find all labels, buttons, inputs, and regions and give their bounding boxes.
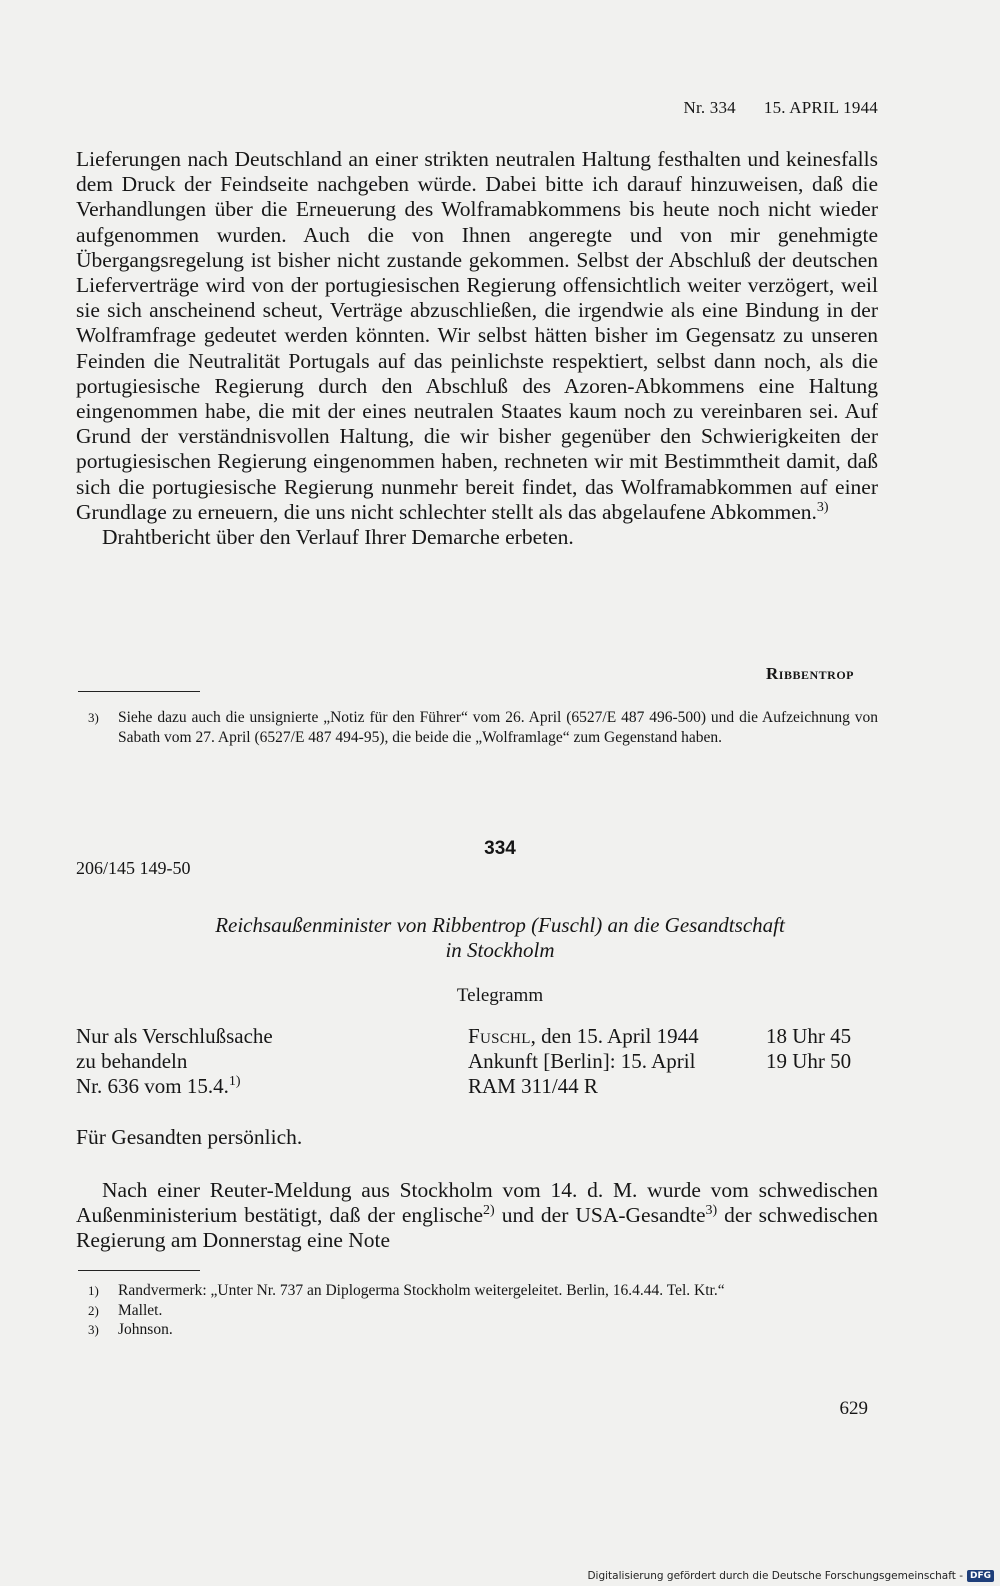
document-heading [90,913,910,963]
telegram-number: Nr. 636 vom 15.4. [76,1074,229,1098]
address-line: Für Gesandten persönlich. [76,1125,303,1149]
footnotes-previous [88,708,878,747]
previous-document-text [76,147,878,550]
footnote-mark: 3) [88,1322,99,1337]
footnote-mark: 1) [88,1283,99,1298]
footnote-text: Randvermerk: „Unter Nr. 737 an Diplogerma Stockholm weitergeleitet. Berlin, 16.4.44. Tel. Ktr.“ [118,1282,725,1299]
paragraph-main [76,147,878,525]
paragraph-main-text: Lieferungen nach Deutschland an einer strikten neutralen Haltung festhalten und keinesfalls dem Druck der Feindseite nachgeben würde. Dabei bitte ich darauf hinzuweisen, daß die Verhandlungen über die Erneuerung des Wolframabkommens bis heute noch nicht wieder aufgenommen wurden. Auch die von Ihnen angeregte und von mir genehmigte Übergangsregelung ist bisher nicht zustande gekommen. Selbst der Abschluß der deutschen Lieferverträge wird von der portugiesischen Regierung offensichtlich weiter verzögert, weil sie sich anscheinend scheut, Verträge abzuschließen, die irgendwie als eine Bindung in der Wolframfrage gedeutet werden könnten. Wir selbst hätten bisher im Gegensatz zu unseren Feinden die Neutralität Portugals auf das peinlichste respektiert, selbst dann noch, als die portugiesische Regierung durch den Abschluß des Azoren-Abkommens eine Haltung eingenommen habe, die mit der eines neutralen Staates kaum noch zu vereinbaren sei. Auf Grund der verständnisvollen Haltung, die wir bisher gegenüber den Schwierigkeiten der portugiesischen Regierung eingenommen haben, rechneten wir mit Bestimmtheit damit, daß sich die portugiesische Regierung nunmehr bereit findet, das Wolframabkommen auf einer Grundlage zu erneuern, die uns nicht schlechter stellt als das abgelaufene Abkommen. [76,147,878,524]
paragraph-request: Drahtbericht über den Verlauf Ihrer Demarche erbeten. [102,525,574,550]
digitization-note: Digitalisierung gefördert durch die Deutsche Forschungsgemeinschaft - [587,1570,963,1582]
dispatch-block [468,1024,851,1099]
signature: Ribbentrop [766,664,854,683]
footnote-divider [78,691,200,692]
arrival-info: Ankunft [Berlin]: 15. April [468,1049,696,1073]
classification-line-2: zu behandeln [76,1049,188,1073]
paragraph-reuter [76,1178,878,1254]
document-type: Telegramm [456,985,544,1006]
footnote-ref-1: 1) [228,1074,241,1089]
file-reference: 206/145 149-50 [76,858,191,878]
heading-line-1: Reichsaußenminister von Ribbentrop (Fuschl) an die Gesandtschaft [215,913,785,937]
dispatch-place: Fuschl [468,1024,531,1048]
running-head-doc-number: Nr. 334 [683,98,736,117]
text-part-1: Nach einer Reuter-Meldung aus Stockholm vom 14. d. M. wurde vom schwedischen Außenministerium bestätigt, daß der englische [76,1178,878,1228]
dispatch-row [468,1024,851,1049]
footnote-divider-2 [78,1270,200,1271]
footnote-ref-3b: 3) [705,1203,718,1219]
footnote-ref-2: 2) [483,1203,495,1219]
footnote-text: Johnson. [118,1321,173,1338]
footnotes-document [88,1281,878,1340]
running-head [683,98,878,118]
footnote-text: Mallet. [118,1301,163,1319]
classification-line-1: Nur als Verschlußsache [76,1024,273,1048]
dispatch-place-date [468,1024,766,1049]
footnote-text: Siehe dazu auch die unsignierte „Notiz für den Führer“ vom 26. April (6527/E 487 496-500) und die Aufzeichnung von Sabath vom 27. April (6527/E 487 494-95), die beide die „Wolframlage“ zum Gegenstand haben. [118,709,878,746]
dispatch-time: 18 Uhr 45 [766,1024,852,1048]
page-number: 629 [839,1398,868,1419]
arrival-row [468,1049,851,1074]
footnote [88,708,878,747]
dfg-logo: DFG [967,1570,994,1582]
footnote-mark: 3) [88,710,99,725]
footnote-mark: 2) [88,1302,99,1318]
ram-reference: RAM 311/44 R [468,1074,598,1098]
arrival-time: 19 Uhr 50 [766,1049,852,1073]
document-number: 334 [484,838,516,859]
footnote-ref-3: 3) [816,499,829,515]
footnote [88,1301,878,1321]
footnote [88,1320,878,1340]
digitization-footer [587,1570,994,1582]
heading-line-2: in Stockholm [445,938,555,962]
footnote [88,1281,878,1301]
text-part-2: und der USA-Gesandte [494,1203,706,1228]
ram-row [468,1074,851,1099]
classification-block [76,1024,273,1099]
telegram-text [76,1178,878,1254]
dispatch-date: , den 15. April 1944 [530,1024,699,1048]
classification-line-3 [76,1074,273,1099]
running-head-date: 15. APRIL 1944 [763,98,878,117]
text-part-3: der schwedischen Regierung am Donnerstag eine Note [76,1203,878,1253]
